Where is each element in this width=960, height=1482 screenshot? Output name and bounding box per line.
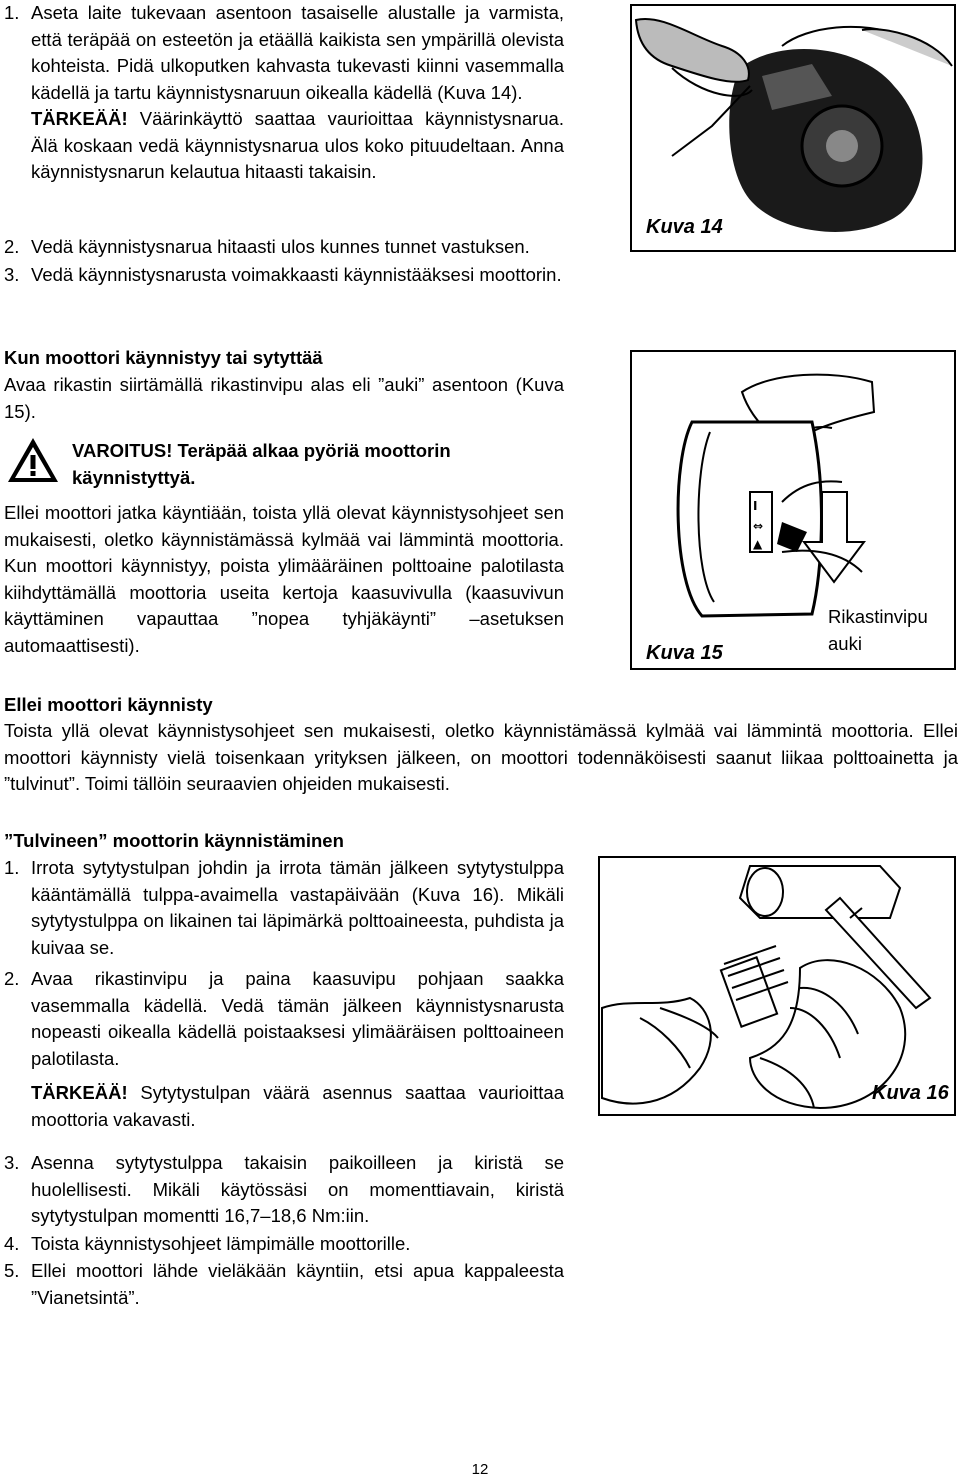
page-number: 12: [471, 1461, 489, 1478]
figure-caption: Kuva 14: [646, 216, 723, 238]
step-number: 3.: [4, 1152, 20, 1173]
section-body: Toista yllä olevat käynnistysohjeet sen mukaisesti, oletko käynnistämässä kylmää vai lämmintä moottoria. Ellei moottori käynnisty vielä toisenkaan yrityksen jälkeen, on moottori todennäköisesti saanut liikaa polttoainetta ja ”tulvinut”. Toimi tällöin seuraavien ohjeiden mukaisesti.: [4, 720, 958, 794]
choke-lever-label: [828, 604, 958, 657]
step-number: 4.: [4, 1233, 20, 1254]
step-2-text: Vedä käynnistysnarua hitaasti ulos kunnes tunnet vastuksen.: [31, 236, 530, 257]
important-text: Väärinkäyttö saattaa vaurioittaa käynnistysnarua. Älä koskaan vedä käynnistysnarua ulos koko pituudeltaan. Anna käynnistysnarun kelautua hitaasti takaisin.: [31, 108, 564, 182]
svg-text:I: I: [753, 499, 758, 513]
important-text: Sytytystulpan väärä asennus saattaa vaurioittaa moottoria vakavasti.: [31, 1082, 564, 1130]
step-1-text: Irrota sytytystulpan johdin ja irrota tämän jälkeen sytytystulppa kääntämällä tulppa-avaimella vastapäivään (Kuva 16). Mikäli sytytystulppa on likainen tai läpimärkä polttoaineesta, puhdista ja kuivaa se.: [31, 857, 564, 958]
step-5-text: Ellei moottori lähde vieläkään käyntiin, etsi apua kappaleesta ”Vianetsintä”.: [31, 1260, 564, 1308]
important-label: TÄRKEÄÄ!: [31, 1082, 128, 1103]
figure-caption: Kuva 15: [646, 642, 723, 664]
step-number: 5.: [4, 1260, 20, 1281]
step-number: 3.: [4, 264, 20, 285]
warning-text: [72, 438, 564, 491]
important-label: TÄRKEÄÄ!: [31, 108, 128, 129]
important-note: [31, 1080, 564, 1133]
section-intro: Avaa rikastin siirtämällä rikastinvipu alas eli ”auki” asentoon (Kuva 15).: [4, 374, 564, 422]
choke-lever-label-line2: auki: [828, 632, 862, 654]
svg-text:▲: ▲: [753, 537, 763, 551]
section-heading: Ellei moottori käynnisty: [4, 694, 213, 715]
step-2-text: Avaa rikastinvipu ja paina kaasuvipu pohjaan saakka vasemmalla kädellä. Vedä tämän jälkeen käynnistysnarusta nopeasti oikealla kädellä poistaaksesi ylimääräisen polttoaineen palotilasta.: [31, 968, 564, 1069]
figure-16-illustration: [600, 858, 954, 1114]
step-1-text: Aseta laite tukevaan asentoon tasaiselle alustalle ja varmista, että teräpää on esteetön ja etäällä kaikista sen ympärillä olevista kohteista. Pidä ulkoputken kahvasta tukevasti kiinni vasemmalla kädellä ja tartu käynnistysnaruun oikealla kädellä (Kuva 14).: [31, 2, 564, 103]
section-heading: ”Tulvineen” moottorin käynnistäminen: [4, 830, 344, 851]
step-number: 2.: [4, 968, 20, 989]
step-number: 1.: [4, 2, 20, 23]
section-body: Ellei moottori jatka käyntiään, toista yllä olevat käynnistysohjeet sen mukaisesti, oletko käynnistämässä kylmää vai lämmintä moottoria. Kun moottori käynnistyy, poista ylimääräinen polttoaine palotilasta kiihdyttämällä moottoria useita kertoja kaasuvivulla (kaasuvivun käyttäminen vapauttaa ”nopea tyhjäkäynti” –asetuksen automaattisesti).: [4, 502, 564, 656]
svg-text:⇔: ⇔: [753, 519, 764, 533]
warning-icon: [6, 436, 60, 484]
figure-14: [630, 4, 956, 252]
figure-16: [598, 856, 956, 1116]
section-heading: Kun moottori käynnistyy tai sytyttää: [4, 347, 323, 368]
step-4-text: Toista käynnistysohjeet lämpimälle moottorille.: [31, 1233, 411, 1254]
step-number: 1.: [4, 857, 20, 878]
warning-label: VAROITUS!: [72, 440, 173, 461]
step-3-text: Vedä käynnistysnarusta voimakkaasti käynnistääksesi moottorin.: [31, 264, 562, 285]
step-number: 2.: [4, 236, 20, 257]
step-3-text: Asenna sytytystulppa takaisin paikoilleen ja kiristä se huolellisesti. Mikäli käytössäsi on momenttiavain, kiristä sytytystulpan momentti 16,7–18,6 Nm:iin.: [31, 1152, 564, 1226]
warning-message: Teräpää alkaa pyöriä moottorin käynnistyttyä.: [72, 440, 451, 488]
figure-caption: Kuva 16: [872, 1082, 949, 1104]
choke-lever-label-line1: Rikastinvipu: [828, 606, 928, 627]
